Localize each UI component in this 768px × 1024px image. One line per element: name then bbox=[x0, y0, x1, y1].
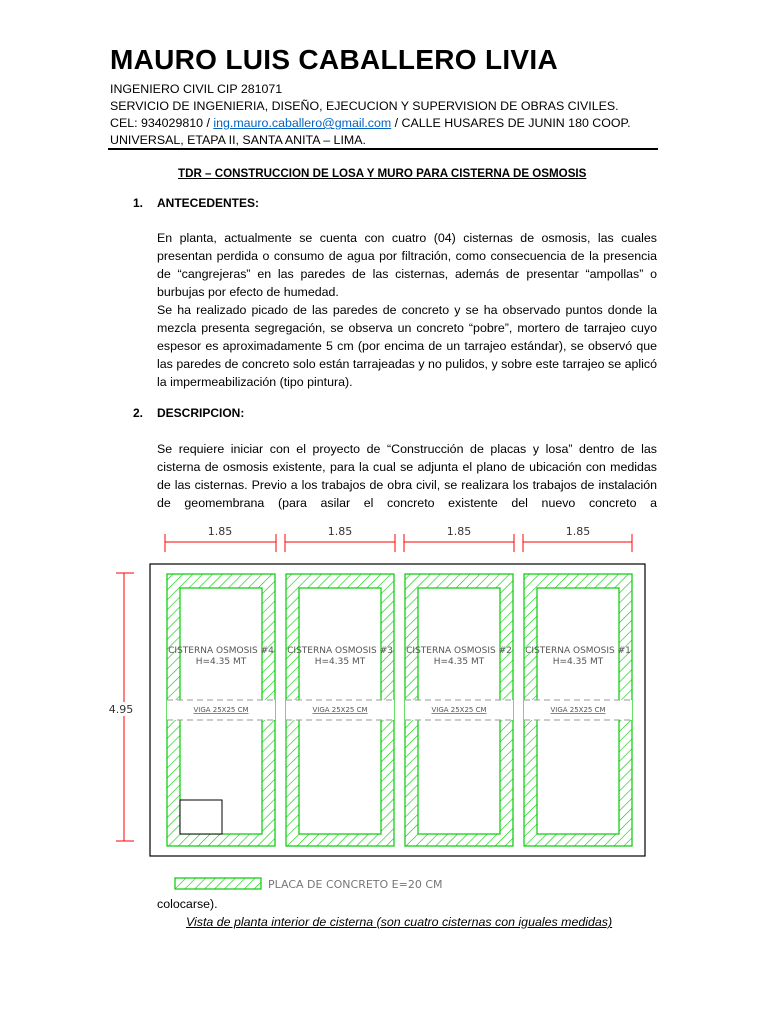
legend-label: PLACA DE CONCRETO E=20 CM bbox=[268, 878, 443, 891]
width-dim-4 bbox=[165, 525, 276, 552]
address-text: / CALLE HUSARES DE JUNIN 180 COOP. bbox=[391, 116, 631, 130]
cistern-plan-drawing bbox=[100, 518, 660, 898]
cistern-1-beam: VIGA 25X25 CM bbox=[550, 706, 606, 714]
header-divider bbox=[108, 148, 658, 150]
cistern-4-beam: VIGA 25X25 CM bbox=[193, 706, 249, 714]
section-2-body bbox=[157, 440, 657, 512]
cistern-1-height: H=4.35 MT bbox=[552, 657, 604, 667]
section-2-number: 2. bbox=[133, 406, 144, 420]
cistern-4-height: H=4.35 MT bbox=[195, 657, 247, 667]
cistern-4 bbox=[167, 574, 275, 846]
cistern-2 bbox=[405, 574, 513, 846]
section-2-paragraph-1: Se requiere iniciar con el proyecto de “Construcción de placas y losa” dentro de las cisterna de osmosis existente, para la cual se adjunta el plano de ubicación con medidas de las cisternas. Previo a los trabajos de obra civil, se realizara los trabajos de instalación de geomembrana (para asilar el concreto existente del nuevo concreto a bbox=[157, 442, 657, 510]
cistern-4-name: CISTERNA OSMOSIS #4 bbox=[168, 646, 274, 656]
width-dim-label-1: 1.85 bbox=[565, 525, 591, 538]
section-1-number: 1. bbox=[133, 196, 144, 210]
email-link[interactable]: ing.mauro.caballero@gmail.com bbox=[213, 116, 392, 130]
height-dimension bbox=[106, 573, 138, 841]
cistern-2-height: H=4.35 MT bbox=[433, 657, 485, 667]
section-1-body bbox=[157, 229, 657, 391]
width-dim-label-3: 1.85 bbox=[327, 525, 353, 538]
cistern-2-beam: VIGA 25X25 CM bbox=[431, 706, 487, 714]
figure-caption: Vista de planta interior de cisterna (son cuatro cisternas con iguales medidas) bbox=[186, 915, 613, 929]
width-dim-label-2: 1.85 bbox=[446, 525, 472, 538]
width-dimensions bbox=[165, 525, 632, 552]
legend-swatch bbox=[175, 878, 261, 889]
section-1-paragraph-1: En planta, actualmente se cuenta con cuatro (04) cisternas de osmosis, las cuales presentan perdida o consumo de agua por filtración, como consecuencia de la presencia de “cangrejeras” en las paredes de las cisternas, además de presentar “ampollas” o burbujas por efecto de humedad. bbox=[157, 231, 657, 299]
contact-line bbox=[110, 115, 631, 132]
width-dim-label-4: 1.85 bbox=[207, 525, 233, 538]
width-dim-2 bbox=[404, 525, 514, 552]
width-dim-3 bbox=[285, 525, 395, 552]
phone-text: CEL: 934029810 / bbox=[110, 116, 214, 130]
section-2-heading: DESCRIPCION: bbox=[157, 406, 245, 420]
drawing-legend bbox=[175, 878, 443, 891]
cistern-2-name: CISTERNA OSMOSIS #2 bbox=[406, 646, 512, 656]
cistern-1-name: CISTERNA OSMOSIS #1 bbox=[525, 646, 631, 656]
section-1-paragraph-2: Se ha realizado picado de las paredes de concreto y se ha observado puntos donde la mezcla presenta segregación, se observa un concreto “pobre”, mortero de tarrajeo cuyo espesor es aproximadamente 5 cm (por encima de un tarrajeo estándar), se observó que las paredes de concreto solo están tarrajeadas y no pulidos, y sobre este tarrajeo se aplicó la impermeabilización (tipo pintura). bbox=[157, 303, 657, 389]
address-line: UNIVERSAL, ETAPA II, SANTA ANITA – LIMA. bbox=[110, 133, 366, 147]
section-1-heading: ANTECEDENTES: bbox=[157, 196, 260, 210]
services-line: SERVICIO DE INGENIERIA, DISEÑO, EJECUCION Y SUPERVISION DE OBRAS CIVILES. bbox=[110, 99, 619, 113]
cistern-3 bbox=[286, 574, 394, 846]
document-title: TDR – CONSTRUCCION DE LOSA Y MURO PARA CISTERNA DE OSMOSIS bbox=[178, 167, 587, 180]
continuation-text: colocarse). bbox=[157, 897, 218, 911]
cistern-3-name: CISTERNA OSMOSIS #3 bbox=[287, 646, 393, 656]
author-name: MAURO LUIS CABALLERO LIVIA bbox=[110, 44, 559, 75]
width-dim-1 bbox=[523, 525, 632, 552]
height-dim-label: 4.95 bbox=[108, 703, 134, 716]
professional-title: INGENIERO CIVIL CIP 281071 bbox=[110, 82, 283, 96]
cistern-3-beam: VIGA 25X25 CM bbox=[312, 706, 368, 714]
cistern-3-height: H=4.35 MT bbox=[314, 657, 366, 667]
cistern-1 bbox=[524, 574, 632, 846]
